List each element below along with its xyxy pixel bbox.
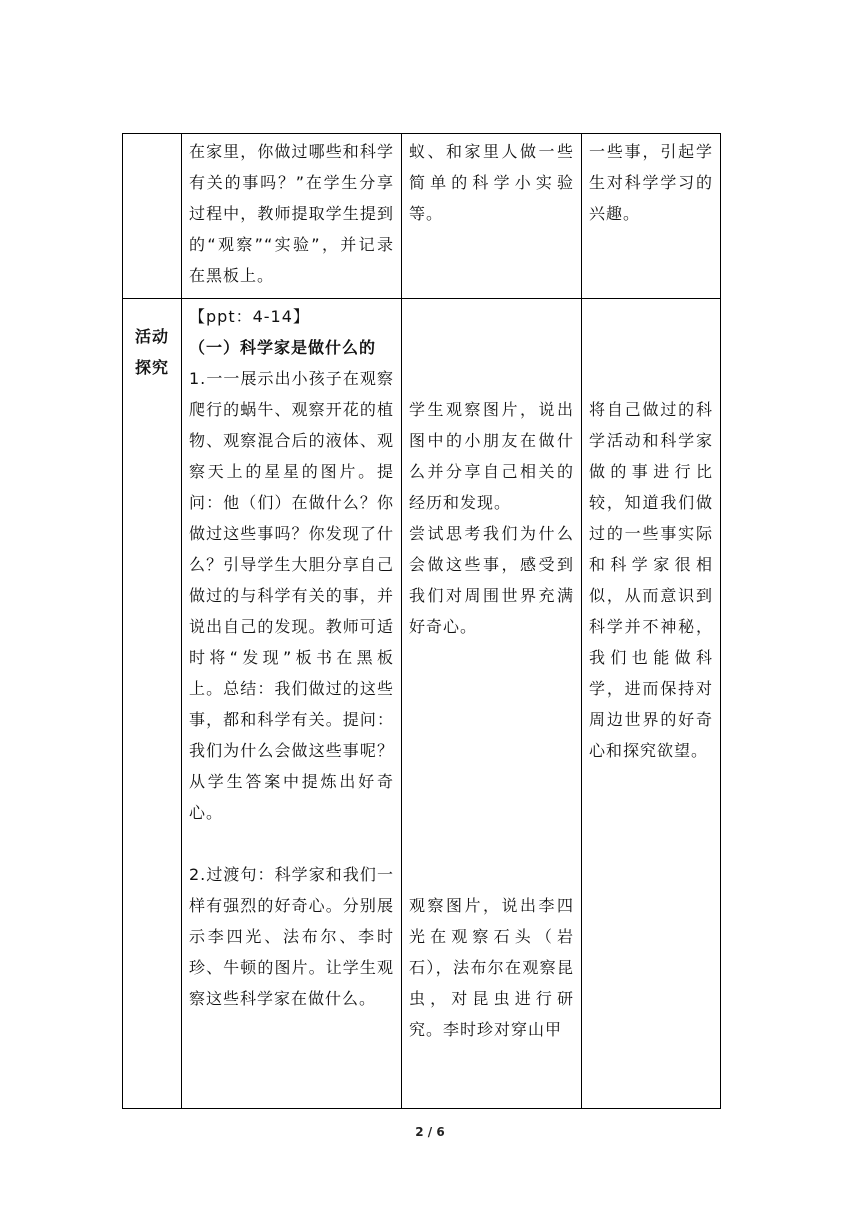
page-number: 2 / 6	[415, 1125, 445, 1139]
teacher-activity-cell	[182, 134, 402, 299]
design-intent-1: 将自己做过的科学活动和科学家做的事进行比较，知道我们做过的一些事实际和科学家很相似，从而意识到科学并不神秘，我们也能做科学，进而保持对周边世界的好奇心和探究欲望。	[589, 400, 713, 760]
teacher-step-1: 1.一一展示出小孩子在观察爬行的蜗牛、观察开花的植物、观察混合后的液体、观察天上的星星的图片。提问：他（们）在做什么？你做过这些事吗？你发现了什么？引导学生大胆分享自己做过的与科学有关的事，并说出自己的发现。教师可适时将“发现”板书在黑板上。总结：我们做过的这些事，都和科学有关。提问：我们为什么会做这些事呢？从学生答案中提炼出好奇心。	[189, 369, 394, 822]
table-row	[123, 299, 721, 1109]
table-row	[123, 134, 721, 299]
student-activity-2: 尝试思考我们为什么会做这些事，感受到我们对周围世界充满好奇心。	[409, 524, 574, 636]
student-activity-text: 蚁、和家里人做一些简单的科学小实验等。	[409, 142, 574, 223]
design-intent-cell	[582, 134, 721, 299]
design-intent-text: 一些事，引起学生对科学学习的兴趣。	[589, 142, 713, 223]
lesson-plan-table	[122, 133, 721, 1109]
teacher-activity-text: 在家里，你做过哪些和科学有关的事吗？”在学生分享过程中，教师提取学生提到的“观察”“实验”，并记录在黑板上。	[189, 142, 394, 285]
section-label	[123, 299, 181, 383]
section-label-line-2: 探究	[134, 358, 169, 377]
teacher-step-2: 2.过渡句：科学家和我们一样有强烈的好奇心。分别展示李四光、法布尔、李时珍、牛顿的图片。让学生观察这些科学家在做什么。	[189, 865, 394, 1008]
section-label-cell	[123, 134, 182, 299]
section-label-cell	[123, 299, 182, 1109]
spacer	[189, 828, 394, 859]
student-activity-3: 观察图片，说出李四光在观察石头（岩石），法布尔在观察昆虫，对昆虫进行研究。李时珍对穿山甲	[409, 896, 574, 1039]
student-activity-cell	[402, 299, 582, 1109]
ppt-reference: 【ppt：4-14】	[189, 307, 310, 326]
student-activity-1: 学生观察图片，说出图中的小朋友在做什么并分享自己相关的经历和发现。	[409, 400, 574, 512]
design-intent-cell	[582, 299, 721, 1109]
section-label-line-1: 活动	[134, 327, 169, 346]
subsection-heading: （一）科学家是做什么的	[189, 338, 377, 357]
student-activity-cell	[402, 134, 582, 299]
teacher-activity-cell	[182, 299, 402, 1109]
